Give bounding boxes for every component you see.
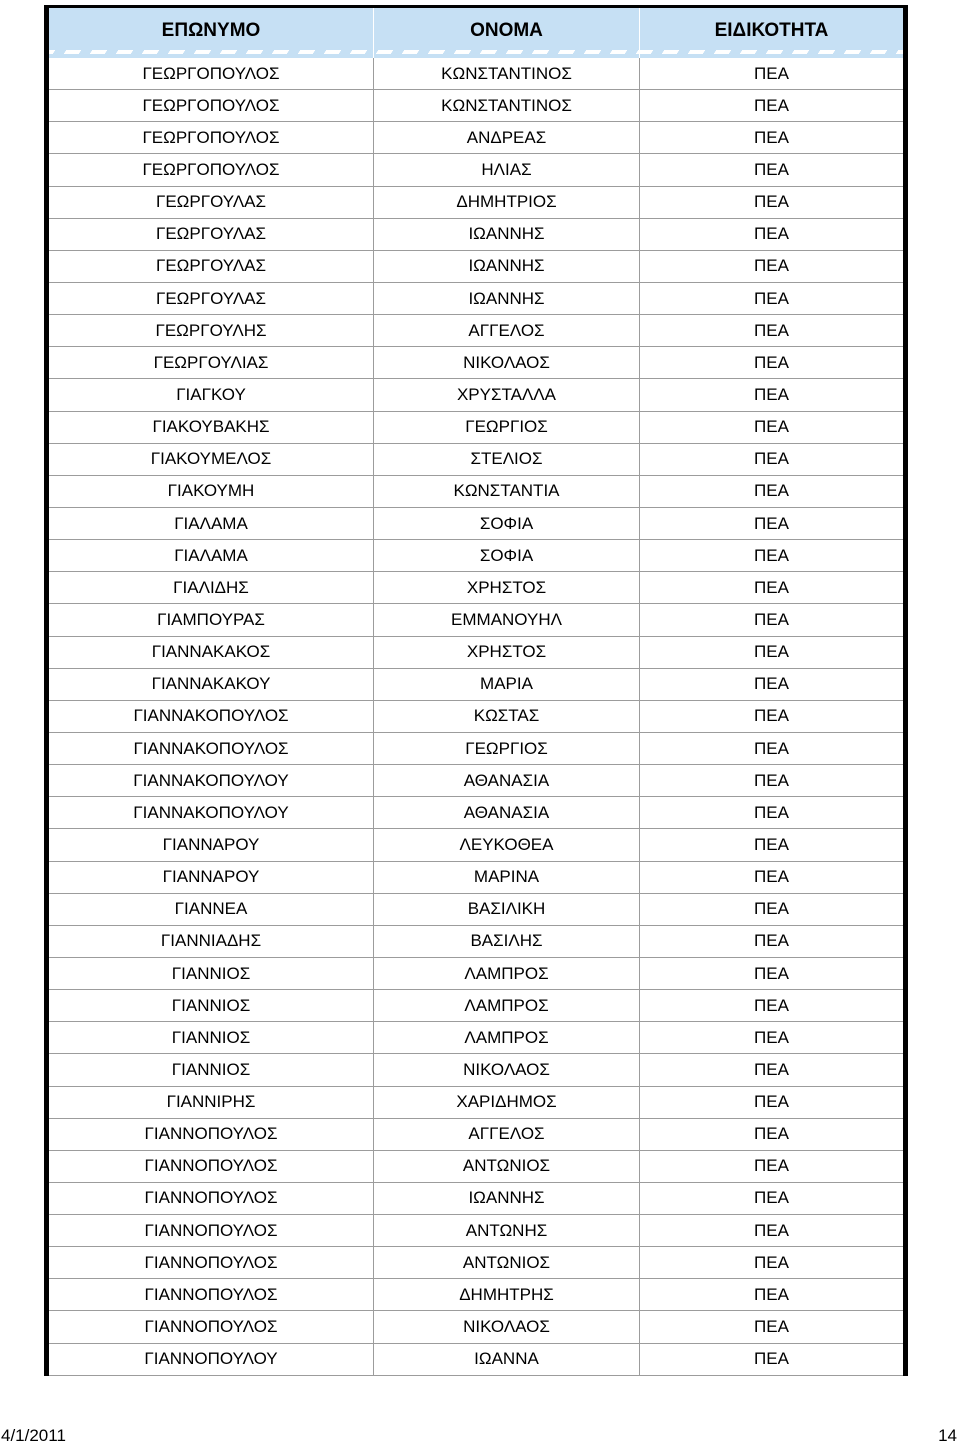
cell-specialty: ΠΕΑ	[754, 609, 789, 629]
cell-surname: ΓΙΑΝΝΑΚΟΠΟΥΛΟΥ	[49, 765, 374, 796]
cell-name: ΧΡΥΣΤΑΛΛΑ	[374, 379, 640, 410]
cell-name: ΙΩΑΝΝΗΣ	[374, 251, 640, 282]
cell-specialty: ΠΕΑ	[754, 963, 789, 983]
table-row	[49, 1022, 903, 1054]
cell-name: ΙΩΑΝΝΑ	[374, 1344, 640, 1375]
cell-name: ΧΡΗΣΤΟΣ	[374, 637, 640, 668]
table-row	[49, 283, 903, 315]
cell-specialty: ΠΕΑ	[754, 642, 789, 662]
cell-surname: ΓΕΩΡΓΟΥΛΑΣ	[49, 187, 374, 218]
cell-name: ΚΩΝΣΤΑΝΤΙΝΟΣ	[374, 90, 640, 121]
table-row	[49, 637, 903, 669]
cell-name: ΓΕΩΡΓΙΟΣ	[374, 412, 640, 443]
cell-specialty: ΠΕΑ	[754, 1124, 789, 1144]
table-row	[49, 669, 903, 701]
cell-surname: ΓΙΑΝΝΑΡΟΥ	[49, 862, 374, 893]
cell-specialty: ΠΕΑ	[754, 1317, 789, 1337]
cell-name: ΛΑΜΠΡΟΣ	[374, 1022, 640, 1053]
cell-surname: ΓΙΑΝΝΑΚΟΠΟΥΛΟΥ	[49, 797, 374, 828]
cell-specialty: ΠΕΑ	[754, 867, 789, 887]
cell-specialty: ΠΕΑ	[754, 770, 789, 790]
cell-surname: ΓΙΑΝΝΙΟΣ	[49, 990, 374, 1021]
cell-specialty: ΠΕΑ	[754, 1252, 789, 1272]
table-row	[49, 1344, 903, 1376]
cell-specialty: ΠΕΑ	[754, 1059, 789, 1079]
cell-name: ΣΤΕΛΙΟΣ	[374, 444, 640, 475]
table-row	[49, 894, 903, 926]
cell-surname: ΓΙΑΝΝΟΠΟΥΛΟΥ	[49, 1344, 374, 1375]
table-row	[49, 1087, 903, 1119]
cell-surname: ΓΕΩΡΓΟΥΛΙΑΣ	[49, 347, 374, 378]
table-row	[49, 540, 903, 572]
cell-name: ΑΝΤΩΝΗΣ	[374, 1215, 640, 1246]
cell-name: ΛΑΜΠΡΟΣ	[374, 958, 640, 989]
table-row	[49, 412, 903, 444]
cell-name: ΑΓΓΕΛΟΣ	[374, 315, 640, 346]
cell-name: ΓΕΩΡΓΙΟΣ	[374, 733, 640, 764]
cell-specialty: ΠΕΑ	[754, 256, 789, 276]
table-row	[49, 733, 903, 765]
cell-surname: ΓΙΑΚΟΥΜΕΛΟΣ	[49, 444, 374, 475]
names-table	[44, 5, 908, 1376]
cell-specialty: ΠΕΑ	[754, 545, 789, 565]
cell-surname: ΓΙΑΛΙΔΗΣ	[49, 572, 374, 603]
cell-surname: ΓΙΑΚΟΥΜΗ	[49, 476, 374, 507]
table-row	[49, 1215, 903, 1247]
cell-surname: ΓΙΑΝΝΑΡΟΥ	[49, 829, 374, 860]
table-row	[49, 379, 903, 411]
table-row	[49, 347, 903, 379]
cell-specialty: ΠΕΑ	[754, 1027, 789, 1047]
table-row	[49, 1183, 903, 1215]
cell-specialty: ΠΕΑ	[754, 449, 789, 469]
cell-specialty: ΠΕΑ	[754, 1156, 789, 1176]
column-header-surname: ΕΠΩΝΥΜΟ	[49, 8, 374, 58]
cell-surname: ΓΙΑΝΝΙΟΣ	[49, 1054, 374, 1085]
cell-specialty: ΠΕΑ	[754, 1349, 789, 1369]
cell-name: ΝΙΚΟΛΑΟΣ	[374, 1054, 640, 1085]
cell-specialty: ΠΕΑ	[754, 95, 789, 115]
cell-specialty: ΠΕΑ	[754, 417, 789, 437]
table-row	[49, 90, 903, 122]
cell-name: ΚΩΝΣΤΑΝΤΙΝΟΣ	[374, 58, 640, 89]
cell-surname: ΓΙΑΝΝΑΚΑΚΟΣ	[49, 637, 374, 668]
cell-specialty: ΠΕΑ	[754, 481, 789, 501]
table-row	[49, 1247, 903, 1279]
cell-name: ΒΑΣΙΛΙΚΗ	[374, 894, 640, 925]
cell-specialty: ΠΕΑ	[754, 738, 789, 758]
table-header	[49, 8, 903, 58]
cell-surname: ΓΕΩΡΓΟΠΟΥΛΟΣ	[49, 58, 374, 89]
table-row	[49, 1279, 903, 1311]
cell-surname: ΓΙΑΝΝΙΡΗΣ	[49, 1087, 374, 1118]
cell-name: ΜΑΡΙΑ	[374, 669, 640, 700]
cell-surname: ΓΙΑΝΝΟΠΟΥΛΟΣ	[49, 1183, 374, 1214]
table-row	[49, 958, 903, 990]
cell-name: ΚΩΣΤΑΣ	[374, 701, 640, 732]
cell-name: ΛΕΥΚΟΘΕΑ	[374, 829, 640, 860]
cell-name: ΑΝΤΩΝΙΟΣ	[374, 1151, 640, 1182]
cell-specialty: ΠΕΑ	[754, 513, 789, 533]
cell-name: ΔΗΜΗΤΡΗΣ	[374, 1279, 640, 1310]
cell-specialty: ΠΕΑ	[754, 1092, 789, 1112]
cell-surname: ΓΙΑΛΑΜΑ	[49, 540, 374, 571]
cell-surname: ΓΙΑΝΝΟΠΟΥΛΟΣ	[49, 1119, 374, 1150]
cell-name: ΑΝΤΩΝΙΟΣ	[374, 1247, 640, 1278]
cell-specialty: ΠΕΑ	[754, 159, 789, 179]
cell-surname: ΓΙΑΚΟΥΒΑΚΗΣ	[49, 412, 374, 443]
cell-surname: ΓΕΩΡΓΟΥΛΑΣ	[49, 283, 374, 314]
table-row	[49, 122, 903, 154]
table-row	[49, 476, 903, 508]
cell-specialty: ΠΕΑ	[754, 192, 789, 212]
cell-surname: ΓΙΑΝΝΙΟΣ	[49, 1022, 374, 1053]
table-row	[49, 572, 903, 604]
cell-specialty: ΠΕΑ	[754, 931, 789, 951]
cell-surname: ΓΙΑΝΝΟΠΟΥΛΟΣ	[49, 1279, 374, 1310]
cell-name: ΣΟΦΙΑ	[374, 508, 640, 539]
footer-date: 4/1/2011	[1, 1426, 66, 1445]
cell-specialty: ΠΕΑ	[754, 320, 789, 340]
table-row	[49, 797, 903, 829]
cell-name: ΜΑΡΙΝΑ	[374, 862, 640, 893]
cell-surname: ΓΙΑΝΝΙΟΣ	[49, 958, 374, 989]
cell-specialty: ΠΕΑ	[754, 577, 789, 597]
cell-name: ΧΑΡΙΔΗΜΟΣ	[374, 1087, 640, 1118]
cell-surname: ΓΙΑΝΝΑΚΑΚΟΥ	[49, 669, 374, 700]
cell-specialty: ΠΕΑ	[754, 1284, 789, 1304]
cell-name: ΑΘΑΝΑΣΙΑ	[374, 797, 640, 828]
table-row	[49, 315, 903, 347]
cell-name: ΔΗΜΗΤΡΙΟΣ	[374, 187, 640, 218]
cell-surname: ΓΕΩΡΓΟΠΟΥΛΟΣ	[49, 90, 374, 121]
cell-specialty: ΠΕΑ	[754, 224, 789, 244]
cell-surname: ΓΙΑΝΝΑΚΟΠΟΥΛΟΣ	[49, 733, 374, 764]
cell-specialty: ΠΕΑ	[754, 834, 789, 854]
table-row	[49, 829, 903, 861]
table-row	[49, 765, 903, 797]
table-row	[49, 1054, 903, 1086]
table-row	[49, 1151, 903, 1183]
cell-specialty: ΠΕΑ	[754, 384, 789, 404]
cell-name: ΙΩΑΝΝΗΣ	[374, 1183, 640, 1214]
table-row	[49, 187, 903, 219]
cell-surname: ΓΙΑΝΝΟΠΟΥΛΟΣ	[49, 1151, 374, 1182]
cell-specialty: ΠΕΑ	[754, 802, 789, 822]
cell-surname: ΓΕΩΡΓΟΠΟΥΛΟΣ	[49, 154, 374, 185]
cell-name: ΚΩΝΣΤΑΝΤΙΑ	[374, 476, 640, 507]
cell-name: ΝΙΚΟΛΑΟΣ	[374, 347, 640, 378]
table-body	[49, 58, 903, 1376]
table-row	[49, 926, 903, 958]
table-row	[49, 154, 903, 186]
cell-surname: ΓΙΑΝΝΟΠΟΥΛΟΣ	[49, 1311, 374, 1342]
cell-name: ΑΓΓΕΛΟΣ	[374, 1119, 640, 1150]
table-row	[49, 444, 903, 476]
cell-specialty: ΠΕΑ	[754, 899, 789, 919]
cell-name: ΧΡΗΣΤΟΣ	[374, 572, 640, 603]
table-row	[49, 1119, 903, 1151]
table-row	[49, 990, 903, 1022]
cell-name: ΗΛΙΑΣ	[374, 154, 640, 185]
cell-name: ΙΩΑΝΝΗΣ	[374, 219, 640, 250]
cell-specialty: ΠΕΑ	[754, 674, 789, 694]
cell-surname: ΓΙΑΝΝΙΑΔΗΣ	[49, 926, 374, 957]
cell-surname: ΓΙΑΝΝΟΠΟΥΛΟΣ	[49, 1247, 374, 1278]
cell-specialty: ΠΕΑ	[754, 63, 789, 83]
cell-specialty: ΠΕΑ	[754, 352, 789, 372]
cell-surname: ΓΙΑΛΑΜΑ	[49, 508, 374, 539]
cell-surname: ΓΕΩΡΓΟΠΟΥΛΟΣ	[49, 122, 374, 153]
cell-surname: ΓΙΑΓΚΟΥ	[49, 379, 374, 410]
cell-name: ΑΝΔΡΕΑΣ	[374, 122, 640, 153]
cell-name: ΑΘΑΝΑΣΙΑ	[374, 765, 640, 796]
cell-name: ΣΟΦΙΑ	[374, 540, 640, 571]
cell-surname: ΓΕΩΡΓΟΥΛΑΣ	[49, 219, 374, 250]
cell-specialty: ΠΕΑ	[754, 1220, 789, 1240]
table-row	[49, 508, 903, 540]
cell-name: ΛΑΜΠΡΟΣ	[374, 990, 640, 1021]
table-row	[49, 862, 903, 894]
cell-surname: ΓΙΑΜΠΟΥΡΑΣ	[49, 604, 374, 635]
table-row	[49, 219, 903, 251]
table-row	[49, 604, 903, 636]
cell-specialty: ΠΕΑ	[754, 1188, 789, 1208]
cell-specialty: ΠΕΑ	[754, 995, 789, 1015]
table-row	[49, 701, 903, 733]
cell-name: ΝΙΚΟΛΑΟΣ	[374, 1311, 640, 1342]
cell-surname: ΓΙΑΝΝΕΑ	[49, 894, 374, 925]
cell-name: ΒΑΣΙΛΗΣ	[374, 926, 640, 957]
cell-specialty: ΠΕΑ	[754, 706, 789, 726]
column-header-specialty: ΕΙΔΙΚΟΤΗΤΑ	[714, 20, 829, 41]
cell-surname: ΓΕΩΡΓΟΥΛΑΣ	[49, 251, 374, 282]
cell-surname: ΓΙΑΝΝΟΠΟΥΛΟΣ	[49, 1215, 374, 1246]
cell-name: ΙΩΑΝΝΗΣ	[374, 283, 640, 314]
table-row	[49, 251, 903, 283]
column-header-name: ΟΝΟΜΑ	[374, 8, 640, 58]
page-number: 14	[938, 1426, 957, 1445]
cell-name: ΕΜΜΑΝΟΥΗΛ	[374, 604, 640, 635]
cell-surname: ΓΙΑΝΝΑΚΟΠΟΥΛΟΣ	[49, 701, 374, 732]
table-row	[49, 1311, 903, 1343]
cell-specialty: ΠΕΑ	[754, 288, 789, 308]
cell-surname: ΓΕΩΡΓΟΥΛΗΣ	[49, 315, 374, 346]
cell-specialty: ΠΕΑ	[754, 127, 789, 147]
table-row	[49, 58, 903, 90]
